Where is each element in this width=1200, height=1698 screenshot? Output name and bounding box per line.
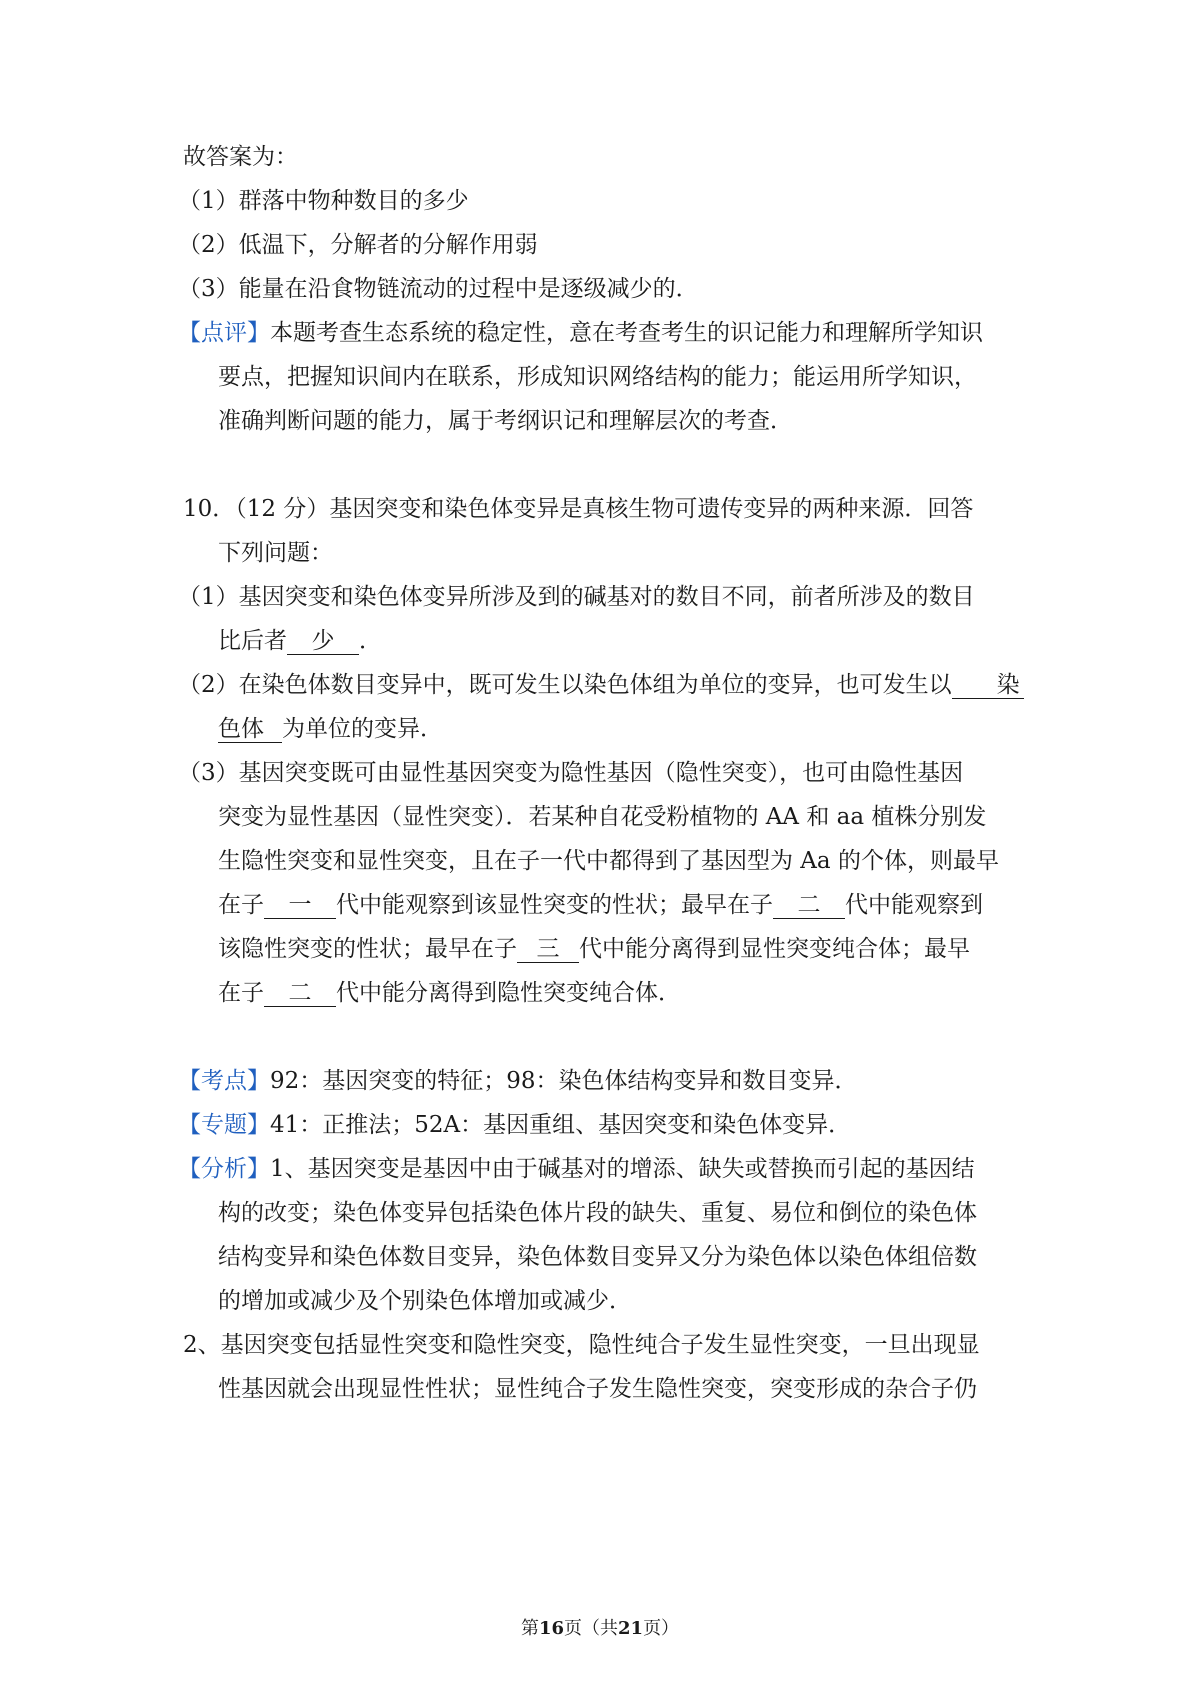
fenxi-point2-line-2: 性基因就会出现显性性状；显性纯合子发生隐性突变，突变形成的杂合子仍 xyxy=(218,1376,977,1402)
q3-line-2: 突变为显性基因（显性突变）．若某种自花受粉植物的 AA 和 aa 植株分别发 xyxy=(218,804,987,830)
answer-intro: 故答案为： xyxy=(183,144,298,170)
zhuanti-line xyxy=(178,1110,851,1140)
fenxi-line-1 xyxy=(178,1154,975,1184)
q3-l5-a: 该隐性突变的性状；最早在子 xyxy=(218,936,517,962)
kaodian-line xyxy=(178,1066,858,1096)
q3-line-3: 生隐性突变和显性突变，且在子一代中都得到了基因型为 Aa 的个体，则最早 xyxy=(218,848,999,874)
q3-line-5 xyxy=(218,934,970,964)
q1-line-2 xyxy=(218,626,382,656)
comment-line-1 xyxy=(178,318,983,348)
fenxi-text-1: 1、基因突变是基因中由于碱基对的增添、缺失或替换而引起的基因结 xyxy=(270,1156,975,1182)
q2-post: 为单位的变异． xyxy=(282,716,443,742)
zhuanti-tag: 【专题】 xyxy=(178,1112,270,1138)
footer-post: 页） xyxy=(643,1618,680,1639)
fenxi-line-2: 构的改变；染色体变异包括染色体片段的缺失、重复、易位和倒位的染色体 xyxy=(218,1200,977,1226)
fenxi-tag: 【分析】 xyxy=(178,1156,270,1182)
q2-pre: （2）在染色体数目变异中，既可发生以染色体组为单位的变异，也可发生以 xyxy=(178,672,952,698)
q1-pre: 比后者 xyxy=(218,628,287,654)
question-10-header: 10．（12 分）基因突变和染色体变异是真核生物可遗传变异的两种来源．回答 xyxy=(183,496,974,522)
comment-line-3: 准确判断问题的能力，属于考纲识记和理解层次的考查． xyxy=(218,408,793,434)
comment-text-1: 本题考查生态系统的稳定性，意在考查考生的识记能力和理解所学知识 xyxy=(270,320,983,346)
comment-tag: 【点评】 xyxy=(178,320,270,346)
q3-l4-b: 代中能观察到该显性突变的性状；最早在子 xyxy=(336,892,773,918)
question-10-header-cont: 下列问题： xyxy=(218,540,333,566)
zhuanti-text: 41：正推法；52A：基因重组、基因突变和染色体变异． xyxy=(270,1112,852,1138)
q1-line-1: （1）基因突变和染色体变异所涉及到的碱基对的数目不同，前者所涉及的数目 xyxy=(178,584,975,610)
q3-line-4 xyxy=(218,890,983,920)
q3-answer-blank-b: 二 xyxy=(773,892,845,919)
page-footer xyxy=(0,1617,1200,1641)
q2-line-1 xyxy=(178,670,1024,700)
q3-l6-a: 在子 xyxy=(218,980,264,1006)
q3-l6-b: 代中能分离得到隐性突变纯合体． xyxy=(336,980,681,1006)
footer-mid: 页（共 xyxy=(564,1618,618,1639)
q1-post: ． xyxy=(359,628,382,654)
fenxi-line-3: 结构变异和染色体数目变异，染色体数目变异又分为染色体以染色体组倍数 xyxy=(218,1244,977,1270)
fenxi-line-4: 的增加或减少及个别染色体增加或减少． xyxy=(218,1288,632,1314)
q3-l4-a: 在子 xyxy=(218,892,264,918)
q3-l5-b: 代中能分离得到显性突变纯合体；最早 xyxy=(579,936,970,962)
kaodian-text: 92：基因突变的特征；98：染色体结构变异和数目变异． xyxy=(270,1068,858,1094)
footer-total-pages: 21 xyxy=(618,1618,644,1639)
footer-pre: 第 xyxy=(520,1618,539,1639)
answer-item-3: （3）能量在沿食物链流动的过程中是逐级减少的． xyxy=(178,276,699,302)
q2-answer-blank-part1: 染 xyxy=(952,672,1024,699)
q1-answer-blank: 少 xyxy=(287,628,359,655)
q3-line-6 xyxy=(218,978,681,1008)
kaodian-tag: 【考点】 xyxy=(178,1068,270,1094)
q3-answer-blank-d: 二 xyxy=(264,980,336,1007)
answer-item-2: （2）低温下，分解者的分解作用弱 xyxy=(178,232,538,258)
q3-line-1: （3）基因突变既可由显性基因突变为隐性基因（隐性突变），也可由隐性基因 xyxy=(178,760,964,786)
q3-answer-blank-a: 一 xyxy=(264,892,336,919)
q2-line-2 xyxy=(218,714,443,744)
footer-page-number: 16 xyxy=(538,1618,564,1639)
q2-answer-blank-part2: 色体 xyxy=(218,716,282,743)
answer-item-1: （1）群落中物种数目的多少 xyxy=(178,188,469,214)
comment-line-2: 要点，把握知识间内在联系，形成知识网络结构的能力；能运用所学知识， xyxy=(218,364,977,390)
fenxi-point2-line-1: 2、基因突变包括显性突变和隐性突变，隐性纯合子发生显性突变，一旦出现显 xyxy=(183,1332,980,1358)
q3-answer-blank-c: 三 xyxy=(517,936,579,963)
q3-l4-c: 代中能观察到 xyxy=(845,892,983,918)
